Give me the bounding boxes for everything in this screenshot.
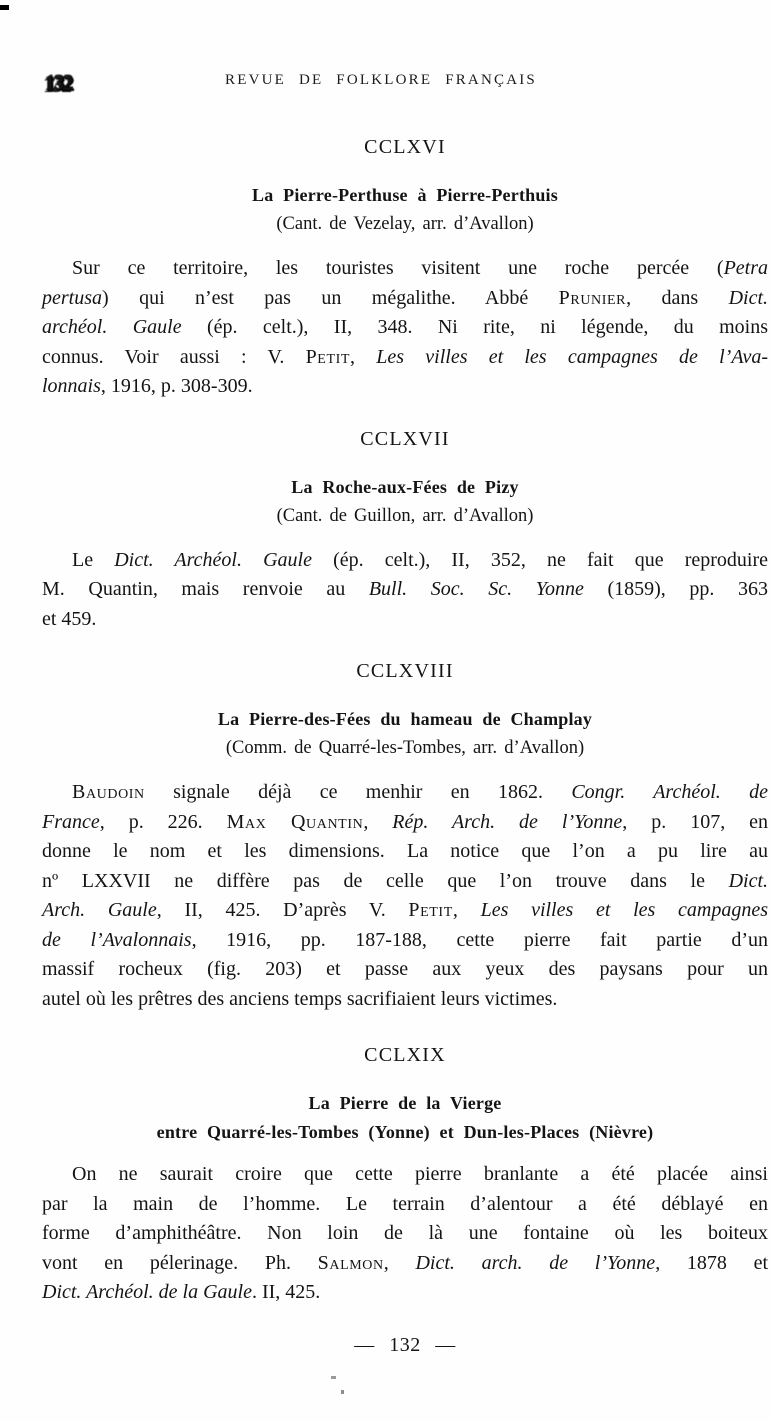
entry-CCLXVIII	[42, 660, 768, 1014]
body-text: , 1878 et	[655, 1251, 769, 1274]
italic-citation: Dict. Archéol. Gaule	[114, 548, 312, 571]
entry-title-line: La Pierre-des-Fées du hameau de Champlay	[217, 709, 593, 729]
italic-citation: Petra	[723, 257, 768, 279]
paragraph-line	[42, 955, 768, 985]
scan-speck-icon	[331, 1376, 336, 1379]
paragraph-line	[42, 985, 768, 1015]
entry-paragraph	[42, 254, 768, 402]
body-text: Le	[72, 548, 115, 571]
paragraph-line	[42, 546, 768, 576]
smallcaps-name: Max Quantin	[226, 810, 364, 833]
body-text: (ép. celt.), II, 348. Ni rite, ni légende, du moins	[181, 316, 768, 338]
paragraph-line	[42, 778, 768, 808]
body-text: Sur ce territoire, les touristes visitent une roche percée (	[72, 257, 724, 279]
entry-paragraph	[42, 1160, 768, 1308]
paragraph-line	[42, 867, 768, 897]
italic-citation: Dict. Archéol. de la Gaule	[42, 1281, 252, 1303]
paragraph-line	[42, 837, 768, 867]
italic-citation: Dict. arch. de l’Yonne	[415, 1251, 656, 1274]
folio-number: 132	[44, 70, 71, 95]
italic-citation: Dict.	[728, 286, 768, 309]
entry-number: CCLXVII	[360, 427, 450, 450]
body-text: , p. 226.	[99, 810, 227, 833]
entry-CCLXIX	[42, 1044, 768, 1308]
entry-number: CCLXVIII	[356, 660, 454, 682]
body-text: vont en pélerinage. Ph.	[42, 1251, 318, 1274]
body-text: ) qui n’est pas un mégalithe. Abbé	[102, 286, 559, 309]
body-text: ,	[350, 345, 377, 368]
smallcaps-name: Salmon	[317, 1251, 384, 1274]
italic-citation: Les villes et les campagnes de l’Ava-	[376, 345, 768, 368]
italic-citation: Arch. Gaule	[42, 899, 157, 921]
entry-title	[42, 705, 768, 734]
entry-title-line: La Pierre de la Vierge	[308, 1093, 502, 1113]
paragraph-line	[42, 1190, 768, 1220]
entry-subtitle: (Cant. de Vezelay, arr. d’Avallon)	[276, 214, 534, 234]
body-text: autel où les prêtres des anciens temps sacrifiaient leurs victimes.	[42, 987, 558, 1010]
footer-page-number: — 132 —	[354, 1333, 456, 1356]
paragraph-line	[42, 1278, 768, 1308]
entry-title	[42, 181, 768, 210]
italic-citation: Dict.	[728, 869, 768, 892]
paragraph-line	[42, 343, 768, 373]
entry-subtitle: (Comm. de Quarré-les-Tombes, arr. d’Avallon)	[225, 738, 585, 758]
entry-paragraph	[42, 546, 768, 635]
body-text: ,	[363, 810, 393, 833]
paragraph-line	[42, 313, 768, 343]
body-text: , p. 107, en	[622, 810, 769, 833]
paragraph-line	[42, 254, 768, 284]
italic-citation: archéol. Gaule	[42, 316, 182, 338]
italic-citation: pertusa	[42, 286, 102, 309]
entry-number: CCLXVI	[364, 136, 446, 158]
body-text: et 459.	[42, 607, 97, 630]
entry-title-line: La Roche-aux-Fées de Pizy	[291, 476, 519, 497]
entry-number: CCLXIX	[364, 1044, 446, 1066]
smallcaps-name: Petit	[408, 899, 453, 921]
body-text: donne le nom et les dimensions. La notice que l’on a pu lire au	[42, 840, 768, 862]
body-text: massif rocheux (fig. 203) et passe aux yeux des paysans pour un	[42, 958, 768, 980]
body-text: nº LXXVII ne diffère pas de celle que l’on trouve dans le	[42, 869, 729, 892]
italic-citation: France	[42, 810, 100, 833]
paragraph-line	[42, 605, 768, 635]
paragraph-line	[42, 372, 768, 402]
entry-CCLXVII	[42, 428, 768, 635]
body-text: forme d’amphithéâtre. Non loin de là une fontaine où les boiteux	[42, 1222, 768, 1244]
entry-title	[42, 1089, 768, 1147]
smallcaps-name: Prunier	[558, 286, 627, 309]
body-text: On ne saurait croire que cette pierre branlante a été placée ainsi	[72, 1163, 768, 1185]
smallcaps-name: Petit	[305, 345, 351, 368]
body-text: M. Quantin, mais renvoie au	[42, 578, 369, 600]
body-text: . II, 425.	[251, 1281, 321, 1303]
italic-citation: Bull. Soc. Sc. Yonne	[368, 578, 584, 600]
paragraph-line	[42, 1219, 768, 1249]
italic-citation: Les villes et les campagnes	[480, 899, 769, 921]
body-text: ,	[383, 1251, 416, 1274]
body-text: ,	[452, 899, 481, 921]
body-text: (ép. celt.), II, 352, ne fait que reproduire	[311, 548, 768, 571]
entry-title-line: La Pierre-Perthuse à Pierre-Perthuis	[252, 185, 558, 205]
page-footer	[42, 1334, 768, 1357]
paragraph-line	[42, 896, 768, 926]
smallcaps-name: Baudoin	[72, 781, 145, 803]
body-text: , dans	[626, 286, 729, 309]
body-text: connus. Voir aussi : V.	[42, 345, 306, 368]
entry-title	[42, 473, 768, 502]
journal-title: REVUE DE FOLKLORE FRANÇAIS	[225, 72, 537, 88]
entry-title-line: entre Quarré-les-Tombes (Yonne) et Dun-les-Places (Nièvre)	[156, 1122, 654, 1142]
paragraph-line	[42, 575, 768, 605]
paragraph-line	[42, 808, 768, 838]
italic-citation: Congr. Archéol. de	[571, 781, 768, 803]
italic-citation: de l’Avalonnais	[42, 928, 192, 951]
paragraph-line	[42, 1160, 768, 1190]
entry-paragraph	[42, 778, 768, 1014]
body-text: , 1916, p. 308-309.	[100, 375, 253, 397]
body-text: par la main de l’homme. Le terrain d’alentour a été déblayé en	[42, 1192, 768, 1215]
paragraph-line	[42, 284, 768, 314]
italic-citation: Rép. Arch. de l’Yonne	[392, 810, 623, 833]
entry-subtitle: (Cant. de Guillon, arr. d’Avallon)	[276, 505, 534, 526]
body-text: (1859), pp. 363	[583, 578, 768, 600]
italic-citation: lonnais	[42, 375, 101, 397]
scan-speck-icon	[0, 5, 9, 10]
entry-CCLXVI	[42, 136, 768, 402]
paragraph-line	[42, 1249, 768, 1279]
body-text: , II, 425. D’après V.	[156, 899, 409, 921]
body-text: , 1916, pp. 187-188, cette pierre fait partie d’un	[191, 928, 769, 951]
paragraph-line	[42, 926, 768, 956]
page-header	[42, 72, 768, 94]
page-body	[42, 136, 768, 1308]
body-text: signale déjà ce menhir en 1862.	[144, 781, 572, 803]
scan-speck-icon	[341, 1390, 344, 1394]
